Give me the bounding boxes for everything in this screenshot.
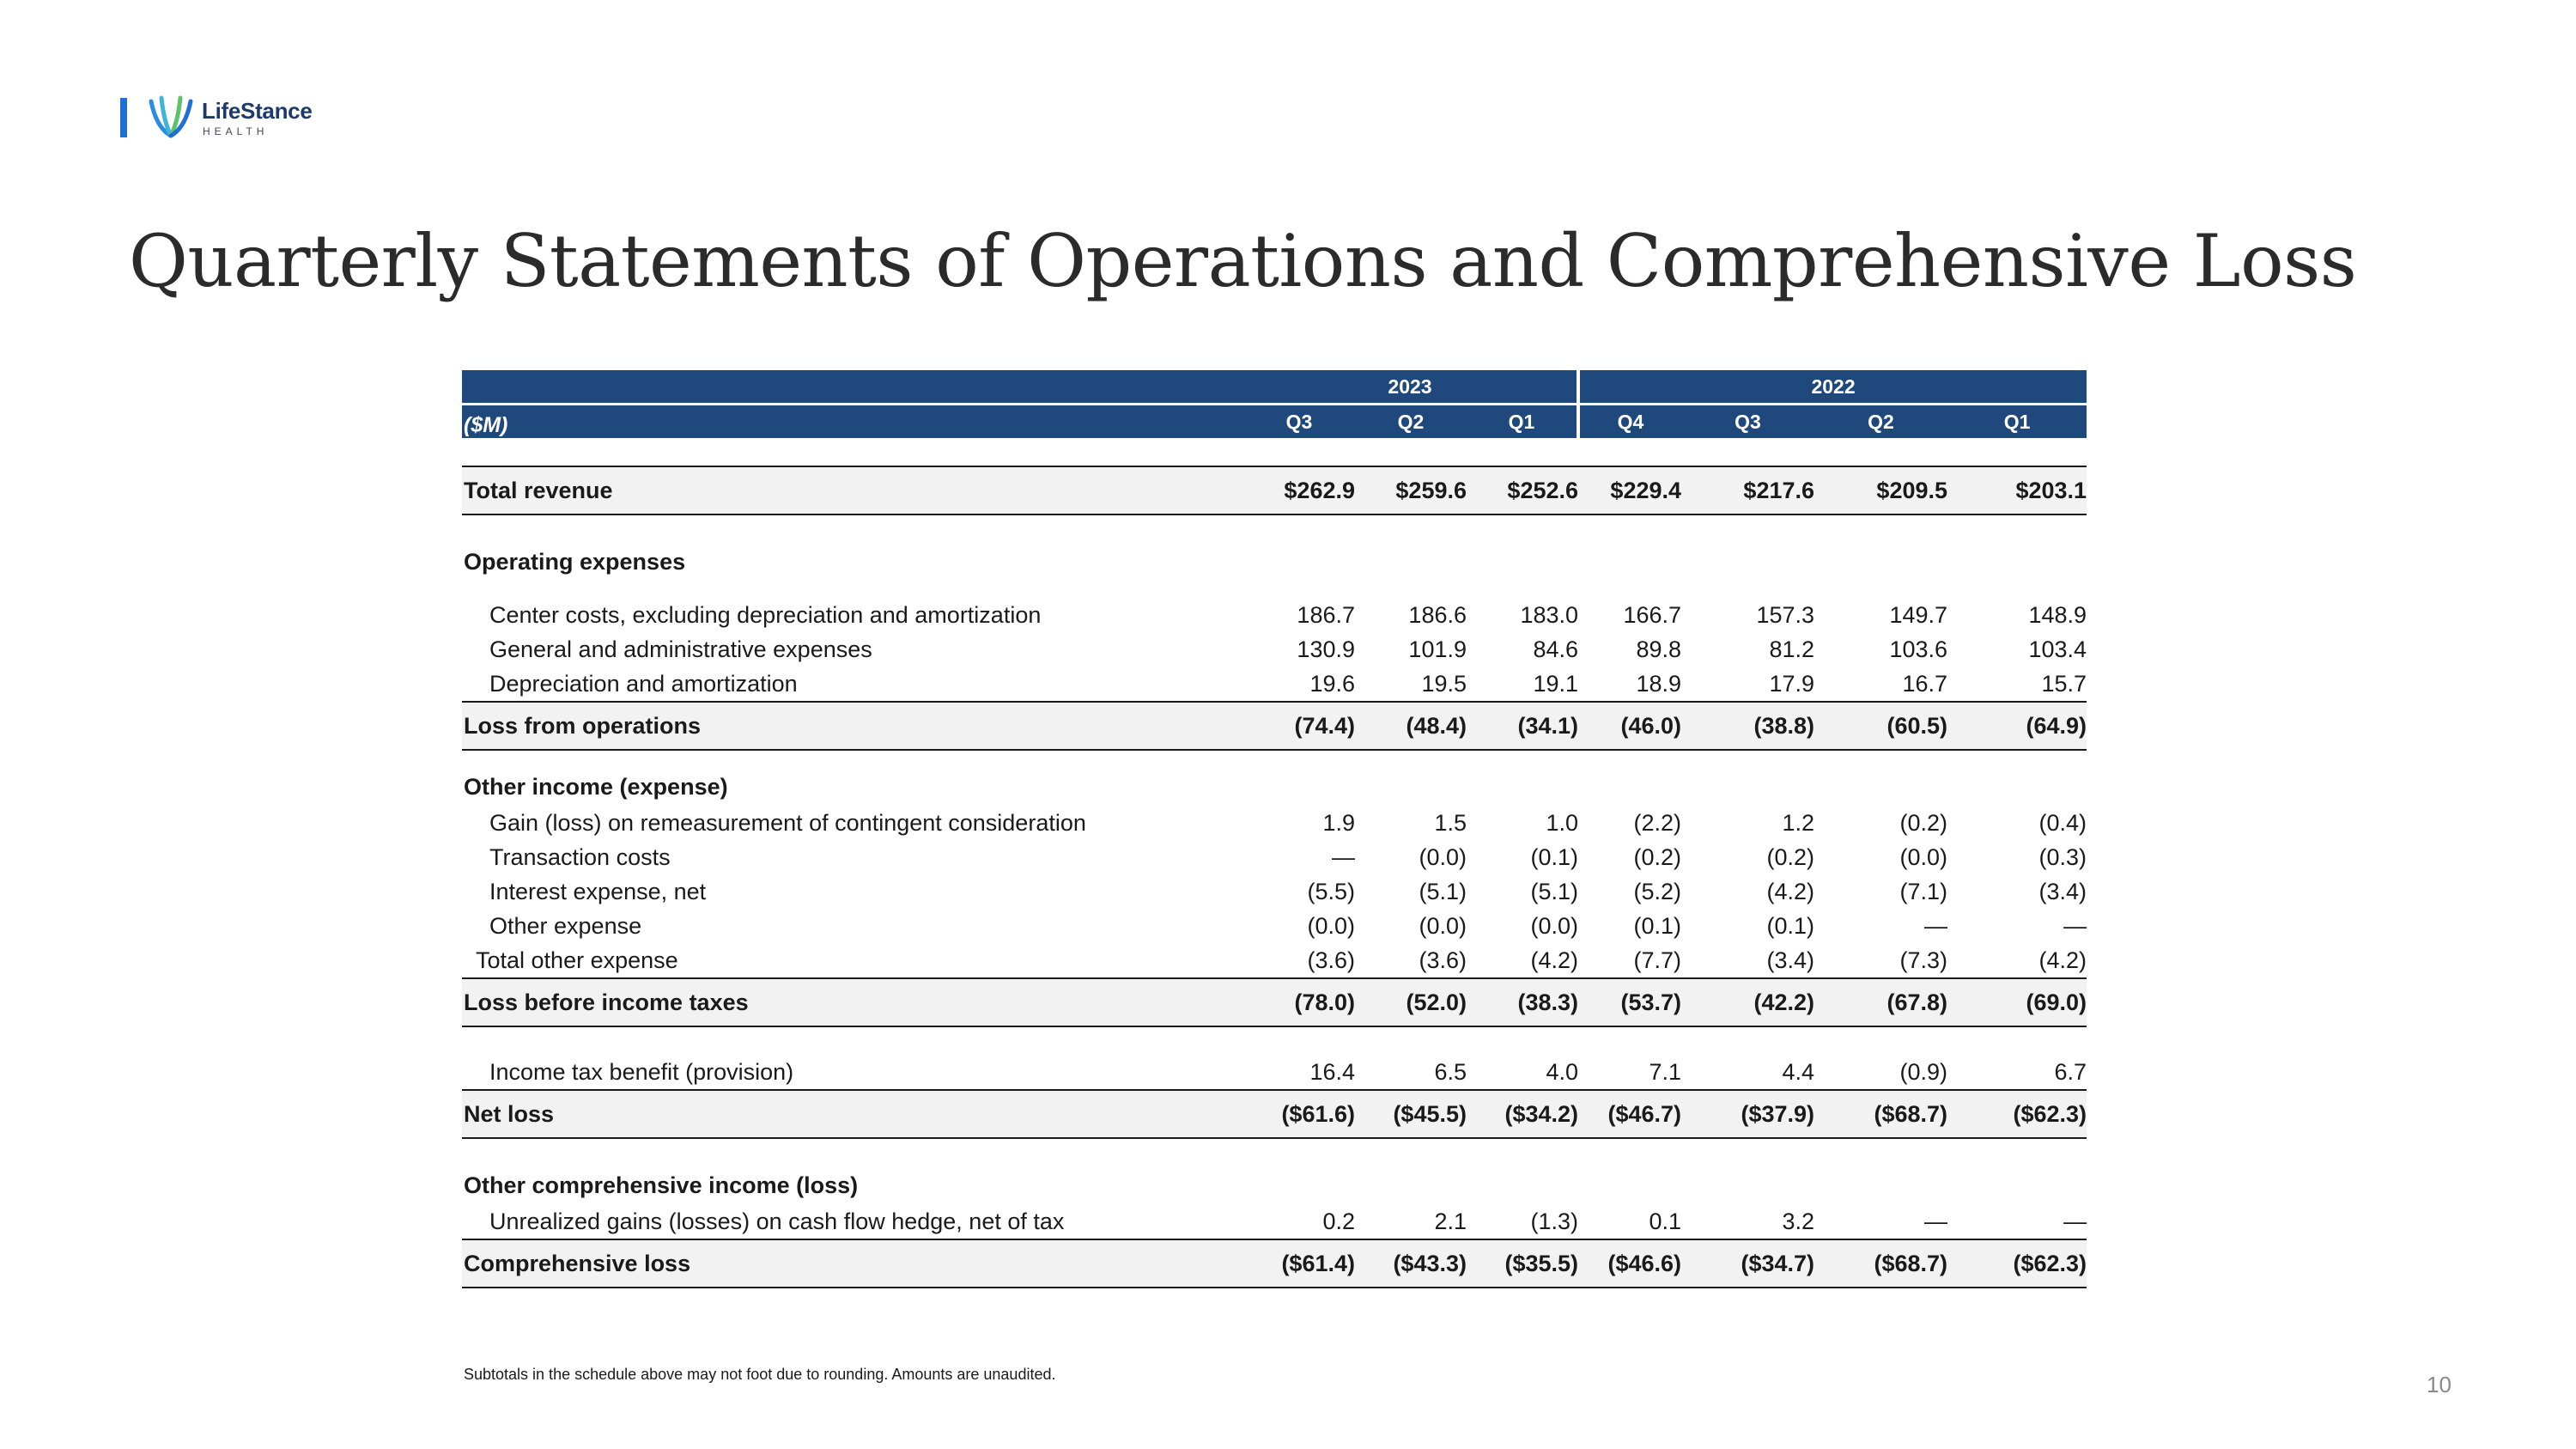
value-cell: (3.6) (1419, 947, 1467, 973)
quarter-header: Q1 (1947, 405, 2087, 439)
year-2022-header: 2022 (1578, 370, 2087, 405)
value-cell: (4.2) (2038, 947, 2087, 973)
row-income-tax (462, 1055, 2087, 1090)
row-loss-before-taxes (462, 978, 2087, 1026)
value-cell: 186.7 (1297, 601, 1355, 628)
value-cell: (0.0) (1419, 912, 1467, 939)
row-label: Income tax benefit (provision) (489, 1058, 794, 1085)
value-cell: (3.6) (1307, 947, 1355, 973)
value-cell: (4.2) (1766, 878, 1815, 904)
value-cell: ($34.7) (1681, 1239, 1814, 1288)
value-cell: ($37.9) (1681, 1090, 1814, 1138)
row-label: Depreciation and amortization (489, 670, 798, 697)
header-blank-cell (462, 370, 1243, 405)
value-cell: 166.7 (1623, 601, 1682, 628)
value-cell: ($61.6) (1243, 1090, 1355, 1138)
row-loss-from-operations (462, 702, 2087, 750)
spacer-row (462, 438, 2087, 466)
value-cell: (0.1) (1766, 912, 1815, 939)
value-cell: (0.0) (1419, 843, 1467, 870)
row-total-other-expense (462, 943, 2087, 978)
value-cell: — (2063, 912, 2087, 939)
value-cell: 84.6 (1533, 636, 1579, 662)
value-cell: 15.7 (2041, 670, 2087, 697)
value-cell: 16.7 (1902, 670, 1948, 697)
value-cell: ($46.7) (1578, 1090, 1681, 1138)
value-cell: 7.1 (1649, 1058, 1682, 1085)
value-cell: (0.2) (1766, 843, 1815, 870)
row-transaction-costs (462, 840, 2087, 874)
spacer-row (462, 514, 2087, 543)
row-operating-expenses-heading (462, 543, 2087, 581)
value-cell: 148.9 (2028, 601, 2087, 628)
spacer-row (462, 581, 2087, 598)
value-cell: (0.3) (2038, 843, 2087, 870)
quarter-header: Q3 (1243, 405, 1355, 439)
value-cell: 157.3 (1756, 601, 1815, 628)
value-cell: $203.1 (1947, 466, 2087, 514)
value-cell: (38.3) (1467, 978, 1578, 1026)
value-cell: 19.5 (1421, 670, 1467, 697)
value-cell: — (1924, 912, 1948, 939)
row-gain-loss-remeasurement (462, 806, 2087, 840)
value-cell: 103.4 (2028, 636, 2087, 662)
row-label: Gain (loss) on remeasurement of contingent consideration (489, 809, 1086, 836)
value-cell: (0.0) (1899, 843, 1948, 870)
row-g-and-a (462, 632, 2087, 667)
value-cell: (38.8) (1681, 702, 1814, 750)
value-cell: 19.6 (1309, 670, 1355, 697)
financial-table (462, 370, 2087, 1288)
value-cell: (5.1) (1419, 878, 1467, 904)
value-cell: 1.5 (1434, 809, 1467, 836)
row-label: Transaction costs (489, 843, 671, 870)
quarter-header: Q2 (1814, 405, 1947, 439)
value-cell: (0.2) (1633, 843, 1682, 870)
value-cell: $209.5 (1814, 466, 1947, 514)
row-comprehensive-loss (462, 1239, 2087, 1288)
value-cell: 18.9 (1636, 670, 1682, 697)
value-cell: $259.6 (1355, 466, 1467, 514)
spacer-row (462, 1138, 2087, 1166)
row-label: General and administrative expenses (489, 636, 872, 662)
row-center-costs (462, 598, 2087, 632)
value-cell: ($43.3) (1355, 1239, 1467, 1288)
row-interest-expense (462, 874, 2087, 909)
value-cell: 17.9 (1769, 670, 1815, 697)
value-cell: (4.2) (1530, 947, 1579, 973)
value-cell: 101.9 (1408, 636, 1467, 662)
value-cell: $229.4 (1578, 466, 1681, 514)
row-total-revenue (462, 466, 2087, 514)
value-cell: (7.3) (1899, 947, 1948, 973)
value-cell: ($34.2) (1467, 1090, 1578, 1138)
value-cell: 16.4 (1309, 1058, 1355, 1085)
value-cell: (42.2) (1681, 978, 1814, 1026)
spacer-row (462, 1026, 2087, 1055)
value-cell: (1.3) (1530, 1208, 1579, 1234)
row-label: Other expense (489, 912, 642, 939)
value-cell: 0.1 (1649, 1208, 1682, 1234)
page-title: Quarterly Statements of Operations and Comprehensive Loss (129, 219, 2357, 303)
value-cell: (52.0) (1355, 978, 1467, 1026)
section-heading: Other comprehensive income (loss) (464, 1172, 859, 1198)
row-other-income-heading (462, 768, 2087, 806)
row-label: Unrealized gains (losses) on cash flow hedge, net of tax (489, 1208, 1065, 1234)
row-label: Net loss (462, 1090, 1243, 1138)
value-cell: 186.6 (1408, 601, 1467, 628)
units-label: ($M) (462, 405, 1243, 439)
value-cell: (5.5) (1307, 878, 1355, 904)
value-cell: (53.7) (1578, 978, 1681, 1026)
row-oci-heading (462, 1166, 2087, 1204)
row-label: Loss before income taxes (462, 978, 1243, 1026)
value-cell: (69.0) (1947, 978, 2087, 1026)
value-cell: 6.5 (1434, 1058, 1467, 1085)
quarter-header-row (462, 405, 2087, 439)
value-cell: 149.7 (1889, 601, 1948, 628)
row-net-loss (462, 1090, 2087, 1138)
value-cell: (2.2) (1633, 809, 1682, 836)
value-cell: 81.2 (1769, 636, 1815, 662)
section-heading: Other income (expense) (464, 773, 728, 800)
value-cell: (78.0) (1243, 978, 1355, 1026)
value-cell: (0.0) (1307, 912, 1355, 939)
value-cell: $252.6 (1467, 466, 1578, 514)
value-cell: 183.0 (1520, 601, 1579, 628)
logo-subtitle: HEALTH (203, 125, 269, 137)
value-cell: $262.9 (1243, 466, 1355, 514)
logo-name: LifeStance (202, 98, 313, 124)
row-label: Loss from operations (462, 702, 1243, 750)
value-cell: 0.2 (1322, 1208, 1355, 1234)
value-cell: 1.0 (1546, 809, 1579, 836)
value-cell: (60.5) (1814, 702, 1947, 750)
value-cell: (67.8) (1814, 978, 1947, 1026)
value-cell: ($62.3) (1947, 1090, 2087, 1138)
row-label: Total other expense (476, 947, 678, 973)
value-cell: 1.2 (1782, 809, 1815, 836)
row-d-and-a (462, 667, 2087, 702)
value-cell: $217.6 (1681, 466, 1814, 514)
value-cell: 89.8 (1636, 636, 1682, 662)
value-cell: ($45.5) (1355, 1090, 1467, 1138)
value-cell: (0.0) (1530, 912, 1579, 939)
value-cell: (64.9) (1947, 702, 2087, 750)
footnote: Subtotals in the schedule above may not foot due to rounding. Amounts are unaudited. (464, 1366, 1056, 1383)
value-cell: — (2063, 1208, 2087, 1234)
value-cell: (3.4) (1766, 947, 1815, 973)
row-label: Comprehensive loss (462, 1239, 1243, 1288)
year-2023-header: 2023 (1243, 370, 1578, 405)
value-cell: (0.1) (1530, 843, 1579, 870)
value-cell: (0.9) (1899, 1058, 1948, 1085)
value-cell: (7.1) (1899, 878, 1948, 904)
value-cell: (0.2) (1899, 809, 1948, 836)
value-cell: (3.4) (2038, 878, 2087, 904)
value-cell: (34.1) (1467, 702, 1578, 750)
value-cell: 3.2 (1782, 1208, 1815, 1234)
value-cell: (7.7) (1633, 947, 1682, 973)
value-cell: (0.1) (1633, 912, 1682, 939)
value-cell: 103.6 (1889, 636, 1948, 662)
value-cell: 130.9 (1297, 636, 1355, 662)
value-cell: ($35.5) (1467, 1239, 1578, 1288)
row-other-expense (462, 909, 2087, 943)
value-cell: ($46.6) (1578, 1239, 1681, 1288)
quarter-header: Q4 (1578, 405, 1681, 439)
value-cell: 6.7 (2054, 1058, 2087, 1085)
value-cell: — (1924, 1208, 1948, 1234)
section-heading: Operating expenses (464, 548, 686, 575)
value-cell: (5.2) (1633, 878, 1682, 904)
row-label: Interest expense, net (489, 878, 707, 904)
spacer-row (462, 750, 2087, 768)
quarter-header: Q1 (1467, 405, 1578, 439)
value-cell: 19.1 (1533, 670, 1579, 697)
value-cell: 4.0 (1546, 1058, 1579, 1085)
value-cell: (0.4) (2038, 809, 2087, 836)
value-cell: ($68.7) (1814, 1239, 1947, 1288)
quarter-header: Q2 (1355, 405, 1467, 439)
row-label: Center costs, excluding depreciation and amortization (489, 601, 1042, 628)
value-cell: (74.4) (1243, 702, 1355, 750)
value-cell: (5.1) (1530, 878, 1579, 904)
value-cell: (48.4) (1355, 702, 1467, 750)
value-cell: ($68.7) (1814, 1090, 1947, 1138)
value-cell: ($62.3) (1947, 1239, 2087, 1288)
company-logo (120, 93, 343, 141)
lifestance-mark-icon (144, 93, 197, 141)
value-cell: (46.0) (1578, 702, 1681, 750)
quarter-header: Q3 (1681, 405, 1814, 439)
value-cell: 4.4 (1782, 1058, 1815, 1085)
value-cell: — (1332, 843, 1355, 870)
value-cell: 1.9 (1322, 809, 1355, 836)
value-cell: 2.1 (1434, 1208, 1467, 1234)
row-unrealized-gains (462, 1204, 2087, 1239)
logo-accent-bar (120, 98, 127, 137)
year-header-row (462, 370, 2087, 405)
value-cell: ($61.4) (1243, 1239, 1355, 1288)
page-number: 10 (2427, 1372, 2451, 1397)
row-label: Total revenue (462, 466, 1243, 514)
